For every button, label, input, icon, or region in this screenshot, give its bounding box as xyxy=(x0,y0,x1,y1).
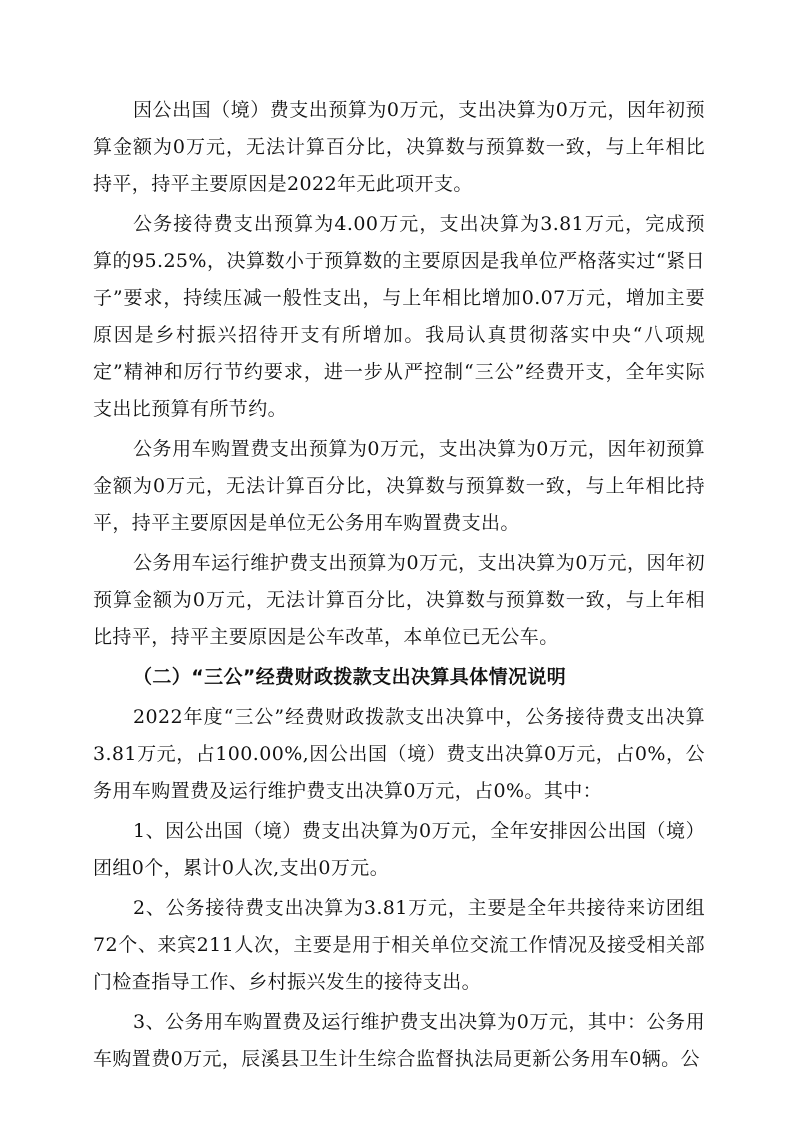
section-heading: （二）“三公”经费财政拨款支出决算具体情况说明 xyxy=(133,666,567,688)
paragraph-overseas-expenses: 因公出国（境）费支出预算为0万元，支出决算为0万元，因年初预算金额为0万元，无法计算百分比，决算数与预算数一致，与上年相比持平，持平主要原因是2022年无此项开支。 xyxy=(93,99,705,195)
paragraph-item-2: 2、公务接待费支出决算为3.81万元，主要是全年共接待来访团组72个、来宾211人次，主要是用于相关单位交流工作情况及接受相关部门检查指导工作、乡村振兴发生的接待支出。 xyxy=(93,897,705,993)
paragraph-summary: 2022年度“三公”经费财政拨款支出决算中，公务接待费支出决算3.81万元，占100.00%,因公出国（境）费支出决算0万元，占0%，公务用车购置费及运行维护费支出决算0万元，占0%。其中： xyxy=(93,706,705,802)
paragraph-item-1: 1、因公出国（境）费支出决算为0万元，全年安排因公出国（境）团组0个，累计0人次,支出0万元。 xyxy=(93,820,705,879)
paragraph-reception-expenses: 公务接待费支出预算为4.00万元，支出决算为3.81万元，完成预算的95.25%，决算数小于预算数的主要原因是我单位严格落实过“紧日子”要求，持续压减一般性支出，与上年相比增加0.07万元，增加主要原因是乡村振兴招待开支有所增加。我局认真贯彻落实中央“八项规定”精神和厉行节约要求，进一步从严控制“三公”经费开支，全年实际支出比预算有所节约。 xyxy=(93,213,705,420)
paragraph-vehicle-purchase: 公务用车购置费支出预算为0万元，支出决算为0万元，因年初预算金额为0万元，无法计算百分比，决算数与预算数一致，与上年相比持平，持平主要原因是单位无公务用车购置费支出。 xyxy=(93,438,705,534)
paragraph-item-3: 3、公务用车购置费及运行维护费支出决算为0万元，其中：公务用车购置费0万元，辰溪县卫生计生综合监督执法局更新公务用车0辆。公 xyxy=(93,1011,705,1070)
document-body xyxy=(93,92,705,1081)
paragraph-vehicle-maintenance: 公务用车运行维护费支出预算为0万元，支出决算为0万元，因年初预算金额为0万元，无法计算百分比，决算数与预算数一致，与上年相比持平，持平主要原因是公车改革，本单位已无公车。 xyxy=(93,552,705,648)
